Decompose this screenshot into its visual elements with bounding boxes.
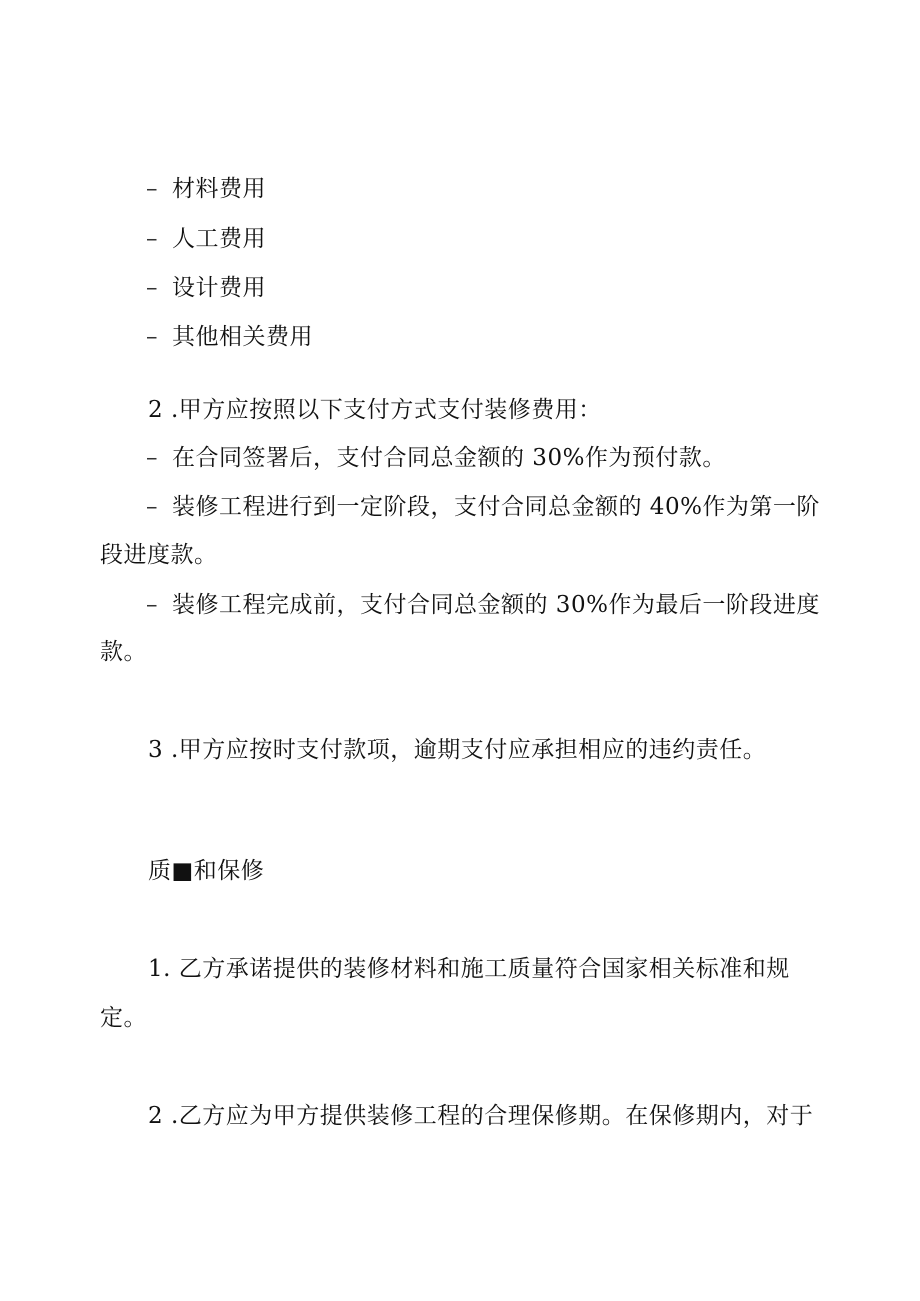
quality-item-text: 定。 (100, 1005, 147, 1031)
bullet-dash: – (146, 226, 158, 252)
clause-number: 2 (148, 397, 164, 423)
clause-text: .甲方应按照以下支付方式支付装修费用： (170, 397, 602, 423)
payment-item-text: 装修工程完成前，支付合同总金额的 30%作为最后一阶段进度 (172, 592, 820, 618)
clause-text: .甲方应按时支付款项，逾期支付应承担相应的违约责任。 (170, 737, 767, 763)
bullet-dash: – (146, 275, 158, 301)
bullet-dash: – (146, 176, 158, 202)
payment-item-text: 款。 (100, 639, 147, 665)
list-item (146, 224, 266, 254)
list-item (146, 273, 266, 303)
quality-item (148, 954, 790, 984)
list-item (146, 174, 266, 204)
section-title (148, 856, 264, 886)
payment-item (146, 443, 726, 473)
payment-item (146, 590, 820, 620)
payment-item-text: 在合同签署后，支付合同总金额的 30%作为预付款。 (172, 445, 726, 471)
bullet-dash: – (146, 494, 158, 520)
quality-item-text: 1. 乙方承诺提供的装修材料和施工质量符合国家相关标准和规 (148, 956, 790, 982)
quality-item-text: .乙方应为甲方提供装修工程的合理保修期。在保修期内，对于 (170, 1103, 814, 1129)
payment-item (146, 492, 820, 522)
clause-3 (148, 735, 766, 765)
quality-item (148, 1101, 813, 1131)
cost-item-label: 材料费用 (172, 176, 266, 202)
cost-item-label: 人工费用 (172, 226, 266, 252)
section-title-text: 质■和保修 (148, 858, 265, 884)
bullet-dash: – (146, 324, 158, 350)
payment-item-continuation (100, 637, 147, 667)
clause-number: 2 (148, 1103, 164, 1129)
payment-item-continuation (100, 540, 218, 570)
payment-item-text: 装修工程进行到一定阶段，支付合同总金额的 40%作为第一阶 (172, 494, 820, 520)
bullet-dash: – (146, 592, 158, 618)
bullet-dash: – (146, 445, 158, 471)
list-item (146, 322, 313, 352)
cost-item-label: 设计费用 (172, 275, 266, 301)
payment-item-text: 段进度款。 (100, 542, 218, 568)
quality-item-continuation (100, 1003, 147, 1033)
cost-item-label: 其他相关费用 (172, 324, 313, 350)
clause-number: 3 (148, 737, 164, 763)
payment-heading (148, 395, 602, 425)
